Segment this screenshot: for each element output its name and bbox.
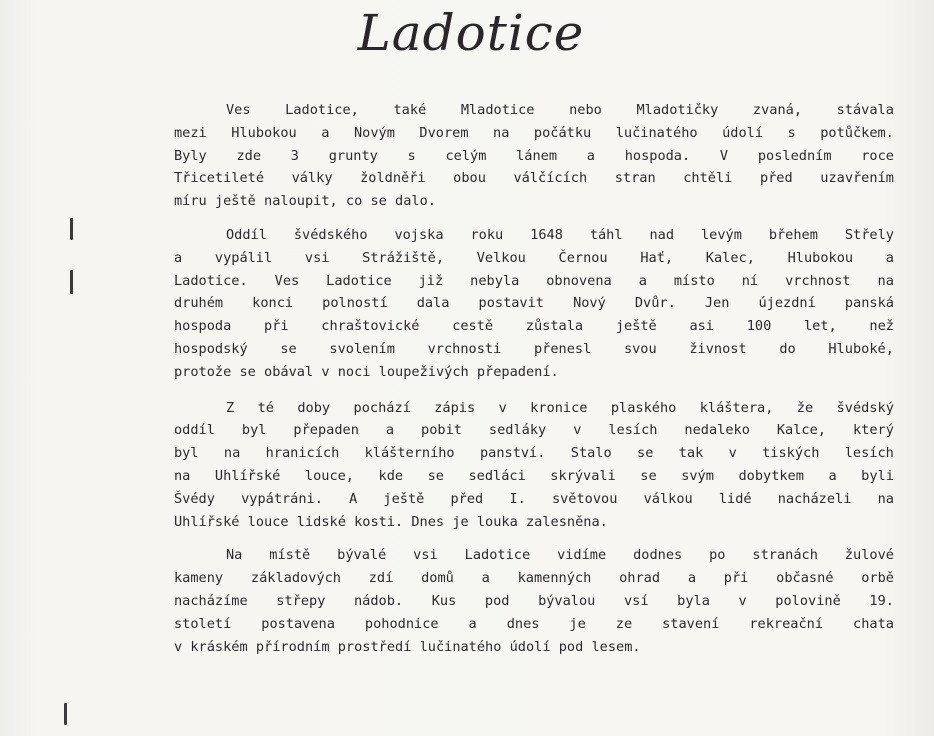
- paragraph: [174, 397, 894, 534]
- text-line: druhém konci polností dala postavit Nový Dvůr. Jen újezdní panská: [174, 295, 894, 312]
- text-line: oddíl byl přepaden a pobit sedláky v lesích nedaleko Kalce, který: [174, 422, 894, 439]
- text-line: nacházíme střepy nádob. Kus pod bývalou vsí byla v polovině 19.: [174, 592, 894, 609]
- text-line: kameny základových zdí domů a kamenných ohrad a při občasné orbě: [174, 570, 894, 587]
- binding-hole-mark: [70, 270, 73, 294]
- text-line: Ves Ladotice, také Mladotice nebo Mladotičky zvaná, stávala: [226, 102, 894, 118]
- text-line: hospoda při chraštovické cestě zůstala ještě asi 100 let, než: [174, 318, 894, 335]
- paragraph: [174, 99, 894, 213]
- article-body: [174, 99, 894, 658]
- text-line: byl na hranicích klášterního panství. Stalo se tak v tiských lesích: [174, 445, 894, 462]
- text-line: protože se obával v noci loupeživých přepadení.: [174, 363, 559, 380]
- text-line: mezi Hlubokou a Novým Dvorem na počátku lučinatého údolí s potůčkem.: [174, 124, 894, 141]
- text-line: na Uhlířské louce, kde se sedláci skrývali se svým dobytkem a byli: [174, 467, 894, 484]
- binding-hole-mark: [70, 218, 73, 240]
- text-line: v kráském přírodním prostředí lučinatého údolí pod lesem.: [174, 638, 641, 655]
- page-title: Ladotice: [357, 4, 585, 62]
- text-line: Švédy vypátráni. A ještě před I. světovou válkou lidé nacházeli na: [174, 490, 894, 507]
- text-line: míru ještě naloupit, co se dalo.: [174, 193, 436, 210]
- binding-hole-mark: [64, 703, 67, 725]
- paragraph: [174, 224, 894, 384]
- text-line: Na místě bývalé vsi Ladotice vidíme dodnes po stranách žulové: [226, 547, 894, 564]
- text-line: Oddíl švédského vojska roku 1648 táhl nad levým břehem Střely: [226, 226, 894, 243]
- text-line: Třicetileté války žoldněři obou válčících stran chtěli před uzavřením: [174, 170, 894, 187]
- text-line: Byly zde 3 grunty s celým lánem a hospoda. V posledním roce: [174, 147, 894, 164]
- paragraph: [174, 544, 894, 658]
- text-line: hospodský se svolením vrchnosti přenesl svou živnost do Hluboké,: [174, 340, 894, 357]
- text-line: Z té doby pochází zápis v kronice plaského kláštera, že švédský: [226, 399, 894, 416]
- text-line: Uhlířské louce lidské kosti. Dnes je louka zalesněna.: [174, 513, 608, 530]
- text-line: Ladotice. Ves Ladotice již nebyla obnovena a místo ní vrchnost na: [174, 272, 894, 289]
- text-line: století postavena pohodnice a dnes je ze stavení rekreační chata: [174, 615, 894, 632]
- text-line: a vypálil vsi Strážiště, Velkou Černou Hať, Kalec, Hlubokou a: [174, 249, 894, 266]
